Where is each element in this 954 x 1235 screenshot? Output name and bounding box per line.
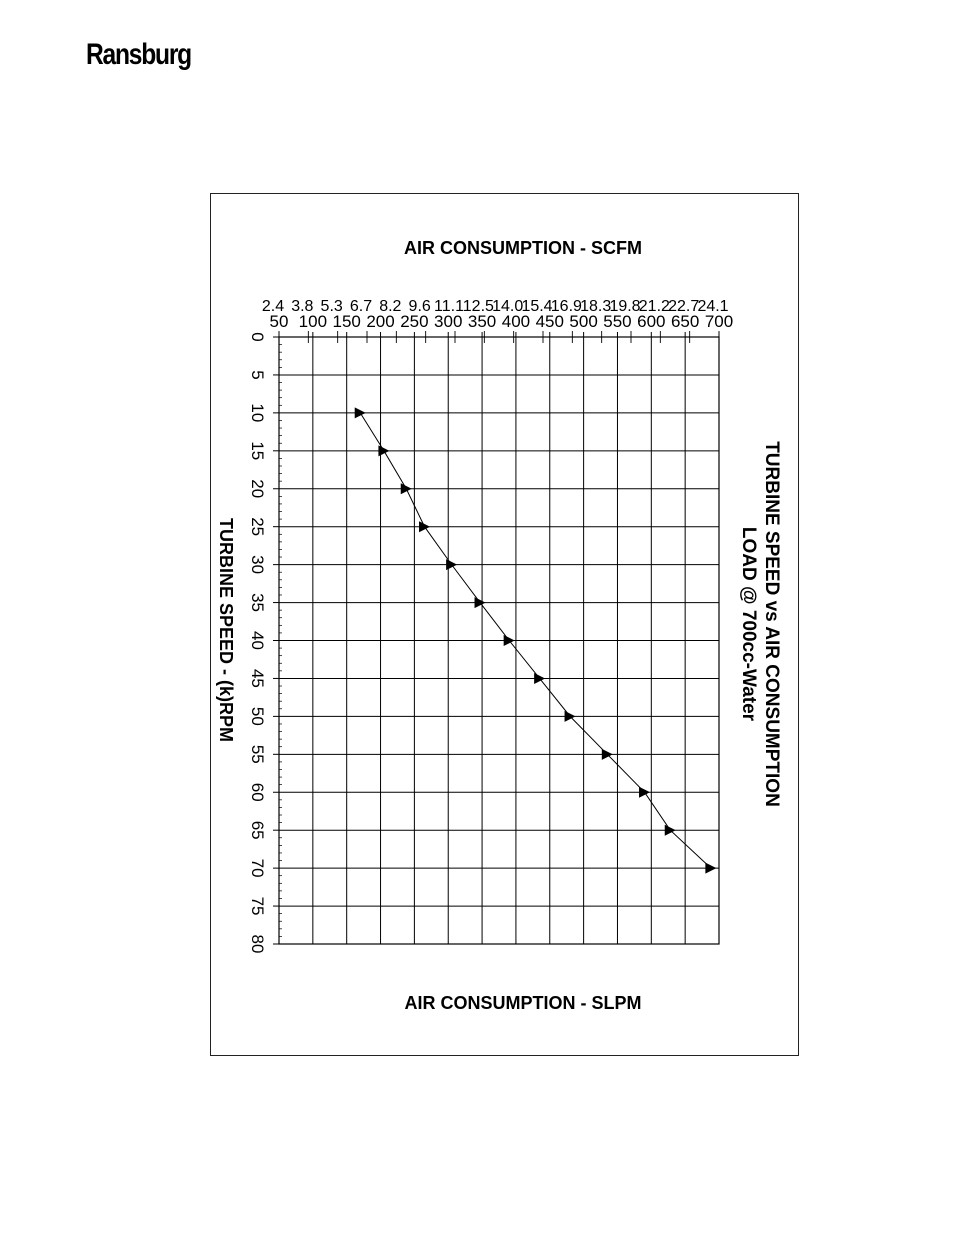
y-tick-label: 500	[569, 312, 598, 331]
chart-subtitle: LOAD @ 700cc-Water	[738, 526, 759, 722]
y2-tick-label: 2.4	[261, 298, 285, 315]
y-tick-label: 650	[670, 312, 700, 331]
y-tick-label: 700	[704, 312, 734, 331]
x-tick-label: 35	[248, 593, 267, 613]
y-tick-label: 400	[501, 312, 531, 331]
x-tick-label: 15	[248, 441, 267, 461]
chart-frame	[210, 193, 799, 1056]
x-tick-label: 40	[248, 631, 267, 650]
y2-tick-label: 18.3	[580, 298, 612, 315]
y-tick-label: 450	[535, 312, 564, 331]
y-tick-label: 50	[269, 312, 289, 331]
y2-tick-label: 6.7	[349, 298, 373, 315]
chart	[211, 194, 798, 1055]
y2-tick-label: 21.2	[638, 298, 670, 315]
x-tick-label: 30	[248, 555, 267, 575]
y-tick-label: 100	[298, 312, 328, 331]
y-tick-label: 250	[400, 312, 429, 331]
data-point-marker	[378, 445, 389, 456]
y-tick-label: 150	[332, 312, 361, 331]
y-tick-label: 300	[434, 312, 463, 331]
y2-tick-label: 14.0	[492, 298, 524, 315]
y2-tick-label: 5.3	[320, 298, 343, 315]
y2-tick-label: 16.9	[550, 298, 582, 315]
x-tick-label: 55	[248, 744, 267, 764]
x-tick-label: 70	[248, 858, 267, 878]
y2-tick-label: 3.8	[291, 298, 314, 315]
x-tick-label: 0	[248, 332, 267, 342]
y2-axis-label: AIR CONSUMPTION - SCFM	[404, 238, 642, 258]
data-point-marker	[419, 521, 430, 532]
y-axis-label: AIR CONSUMPTION - SLPM	[404, 993, 642, 1013]
y-tick-label: 550	[603, 312, 632, 331]
y-tick-label: 350	[467, 312, 497, 331]
data-point-marker	[401, 483, 412, 494]
y2-tick-label: 19.8	[609, 298, 641, 315]
data-point-marker	[475, 597, 486, 608]
x-tick-label: 65	[248, 820, 267, 840]
y2-tick-label: 24.1	[697, 298, 729, 315]
data-point-marker	[534, 673, 545, 684]
data-point-marker	[705, 863, 716, 874]
x-tick-label: 20	[248, 479, 267, 499]
x-tick-label: 80	[248, 934, 267, 954]
y-tick-label: 200	[366, 312, 395, 331]
x-tick-label: 50	[248, 706, 267, 726]
x-tick-label: 75	[248, 896, 267, 916]
y-tick-label: 600	[637, 312, 666, 331]
x-tick-label: 25	[248, 517, 267, 537]
grid	[279, 337, 719, 944]
data-point-marker	[639, 787, 650, 798]
y2-tick-label: 12.5	[462, 298, 494, 315]
chart-title: TURBINE SPEED vs AIR CONSUMPTION	[761, 441, 782, 807]
x-axis-label: TURBINE SPEED - (k)RPM	[216, 517, 236, 743]
x-tick-label: 60	[248, 782, 267, 802]
data-point-marker	[504, 635, 515, 646]
y2-tick-label: 15.4	[521, 298, 553, 315]
axes	[248, 298, 733, 953]
x-tick-label: 10	[248, 403, 267, 423]
y2-tick-label: 8.2	[379, 298, 402, 315]
labels	[216, 238, 782, 1013]
y2-tick-label: 22.7	[668, 298, 700, 315]
y2-tick-label: 11.1	[434, 298, 464, 315]
data-point-marker	[446, 559, 457, 570]
data-point-marker	[355, 407, 366, 418]
x-tick-label: 5	[248, 370, 267, 380]
y2-tick-label: 9.6	[408, 298, 431, 315]
x-tick-label: 45	[248, 668, 267, 688]
brand-logo: Ransburg	[86, 38, 191, 71]
